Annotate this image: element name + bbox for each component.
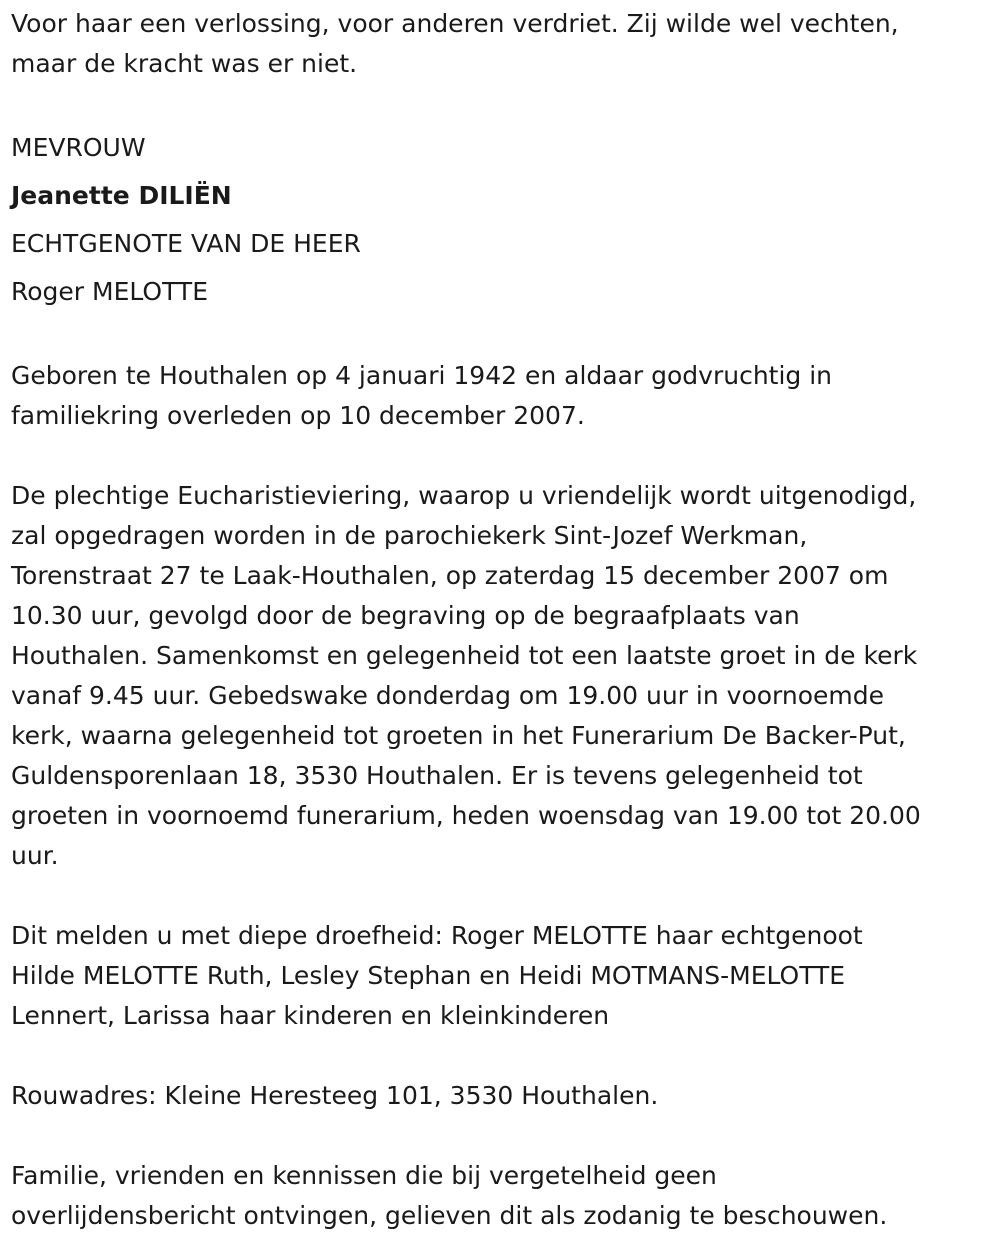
deceased-name: Jeanette DILIËN bbox=[11, 181, 232, 210]
spacer bbox=[11, 876, 986, 916]
intro-line-2: maar de kracht was er niet. bbox=[11, 49, 358, 78]
header-section bbox=[11, 124, 986, 316]
spacer bbox=[11, 316, 986, 356]
ceremony-line: zal opgedragen worden in de parochiekerk Sint-Jozef Werkman, bbox=[11, 521, 808, 550]
family-section bbox=[11, 916, 986, 1036]
ceremony-line: uur. bbox=[11, 841, 59, 870]
spouse-name: Roger MELOTTE bbox=[11, 277, 208, 306]
spacer bbox=[11, 1116, 986, 1156]
ceremony-line: vanaf 9.45 uur. Gebedswake donderdag om 19.00 uur in voornoemde bbox=[11, 681, 884, 710]
ceremony-line: Guldensporenlaan 18, 3530 Houthalen. Er is tevens gelegenheid tot bbox=[11, 761, 863, 790]
family-line: Dit melden u met diepe droefheid: Roger MELOTTE haar echtgenoot bbox=[11, 921, 863, 950]
closing-line-2: overlijdensbericht ontvingen, gelieven dit als zodanig te beschouwen. bbox=[11, 1201, 888, 1230]
birth-death-line-2: familiekring overleden op 10 december 2007. bbox=[11, 401, 585, 430]
family-line: Hilde MELOTTE Ruth, Lesley Stephan en Heidi MOTMANS-MELOTTE bbox=[11, 961, 846, 990]
relation-label: ECHTGENOTE VAN DE HEER bbox=[11, 229, 361, 258]
ceremony-line: Houthalen. Samenkomst en gelegenheid tot een laatste groet in de kerk bbox=[11, 641, 918, 670]
closing-line-1: Familie, vrienden en kennissen die bij vergetelheid geen bbox=[11, 1161, 717, 1190]
title-mevrouw: MEVROUW bbox=[11, 133, 146, 162]
birth-death-line-1: Geboren te Houthalen op 4 januari 1942 en aldaar godvruchtig in bbox=[11, 361, 833, 390]
intro-line-1: Voor haar een verlossing, voor anderen verdriet. Zij wilde wel vechten, bbox=[11, 9, 899, 38]
ceremony-line: groeten in voornoemd funerarium, heden woensdag van 19.00 tot 20.00 bbox=[11, 801, 921, 830]
spacer bbox=[11, 84, 986, 124]
address-section bbox=[11, 1076, 986, 1116]
ceremony-line: Torenstraat 27 te Laak-Houthalen, op zaterdag 15 december 2007 om bbox=[11, 561, 889, 590]
mourning-address: Rouwadres: Kleine Heresteeg 101, 3530 Houthalen. bbox=[11, 1081, 659, 1110]
family-line: Lennert, Larissa haar kinderen en kleinkinderen bbox=[11, 1001, 610, 1030]
ceremony-line: De plechtige Eucharistieviering, waarop u vriendelijk wordt uitgenodigd, bbox=[11, 481, 917, 510]
spacer bbox=[11, 436, 986, 476]
ceremony-line: kerk, waarna gelegenheid tot groeten in het Funerarium De Backer-Put, bbox=[11, 721, 906, 750]
spacer bbox=[11, 1036, 986, 1076]
birth-death-section bbox=[11, 356, 986, 436]
intro-section bbox=[11, 4, 986, 84]
closing-section bbox=[11, 1156, 986, 1236]
ceremony-line: 10.30 uur, gevolgd door de begraving op de begraafplaats van bbox=[11, 601, 800, 630]
ceremony-section bbox=[11, 476, 986, 876]
